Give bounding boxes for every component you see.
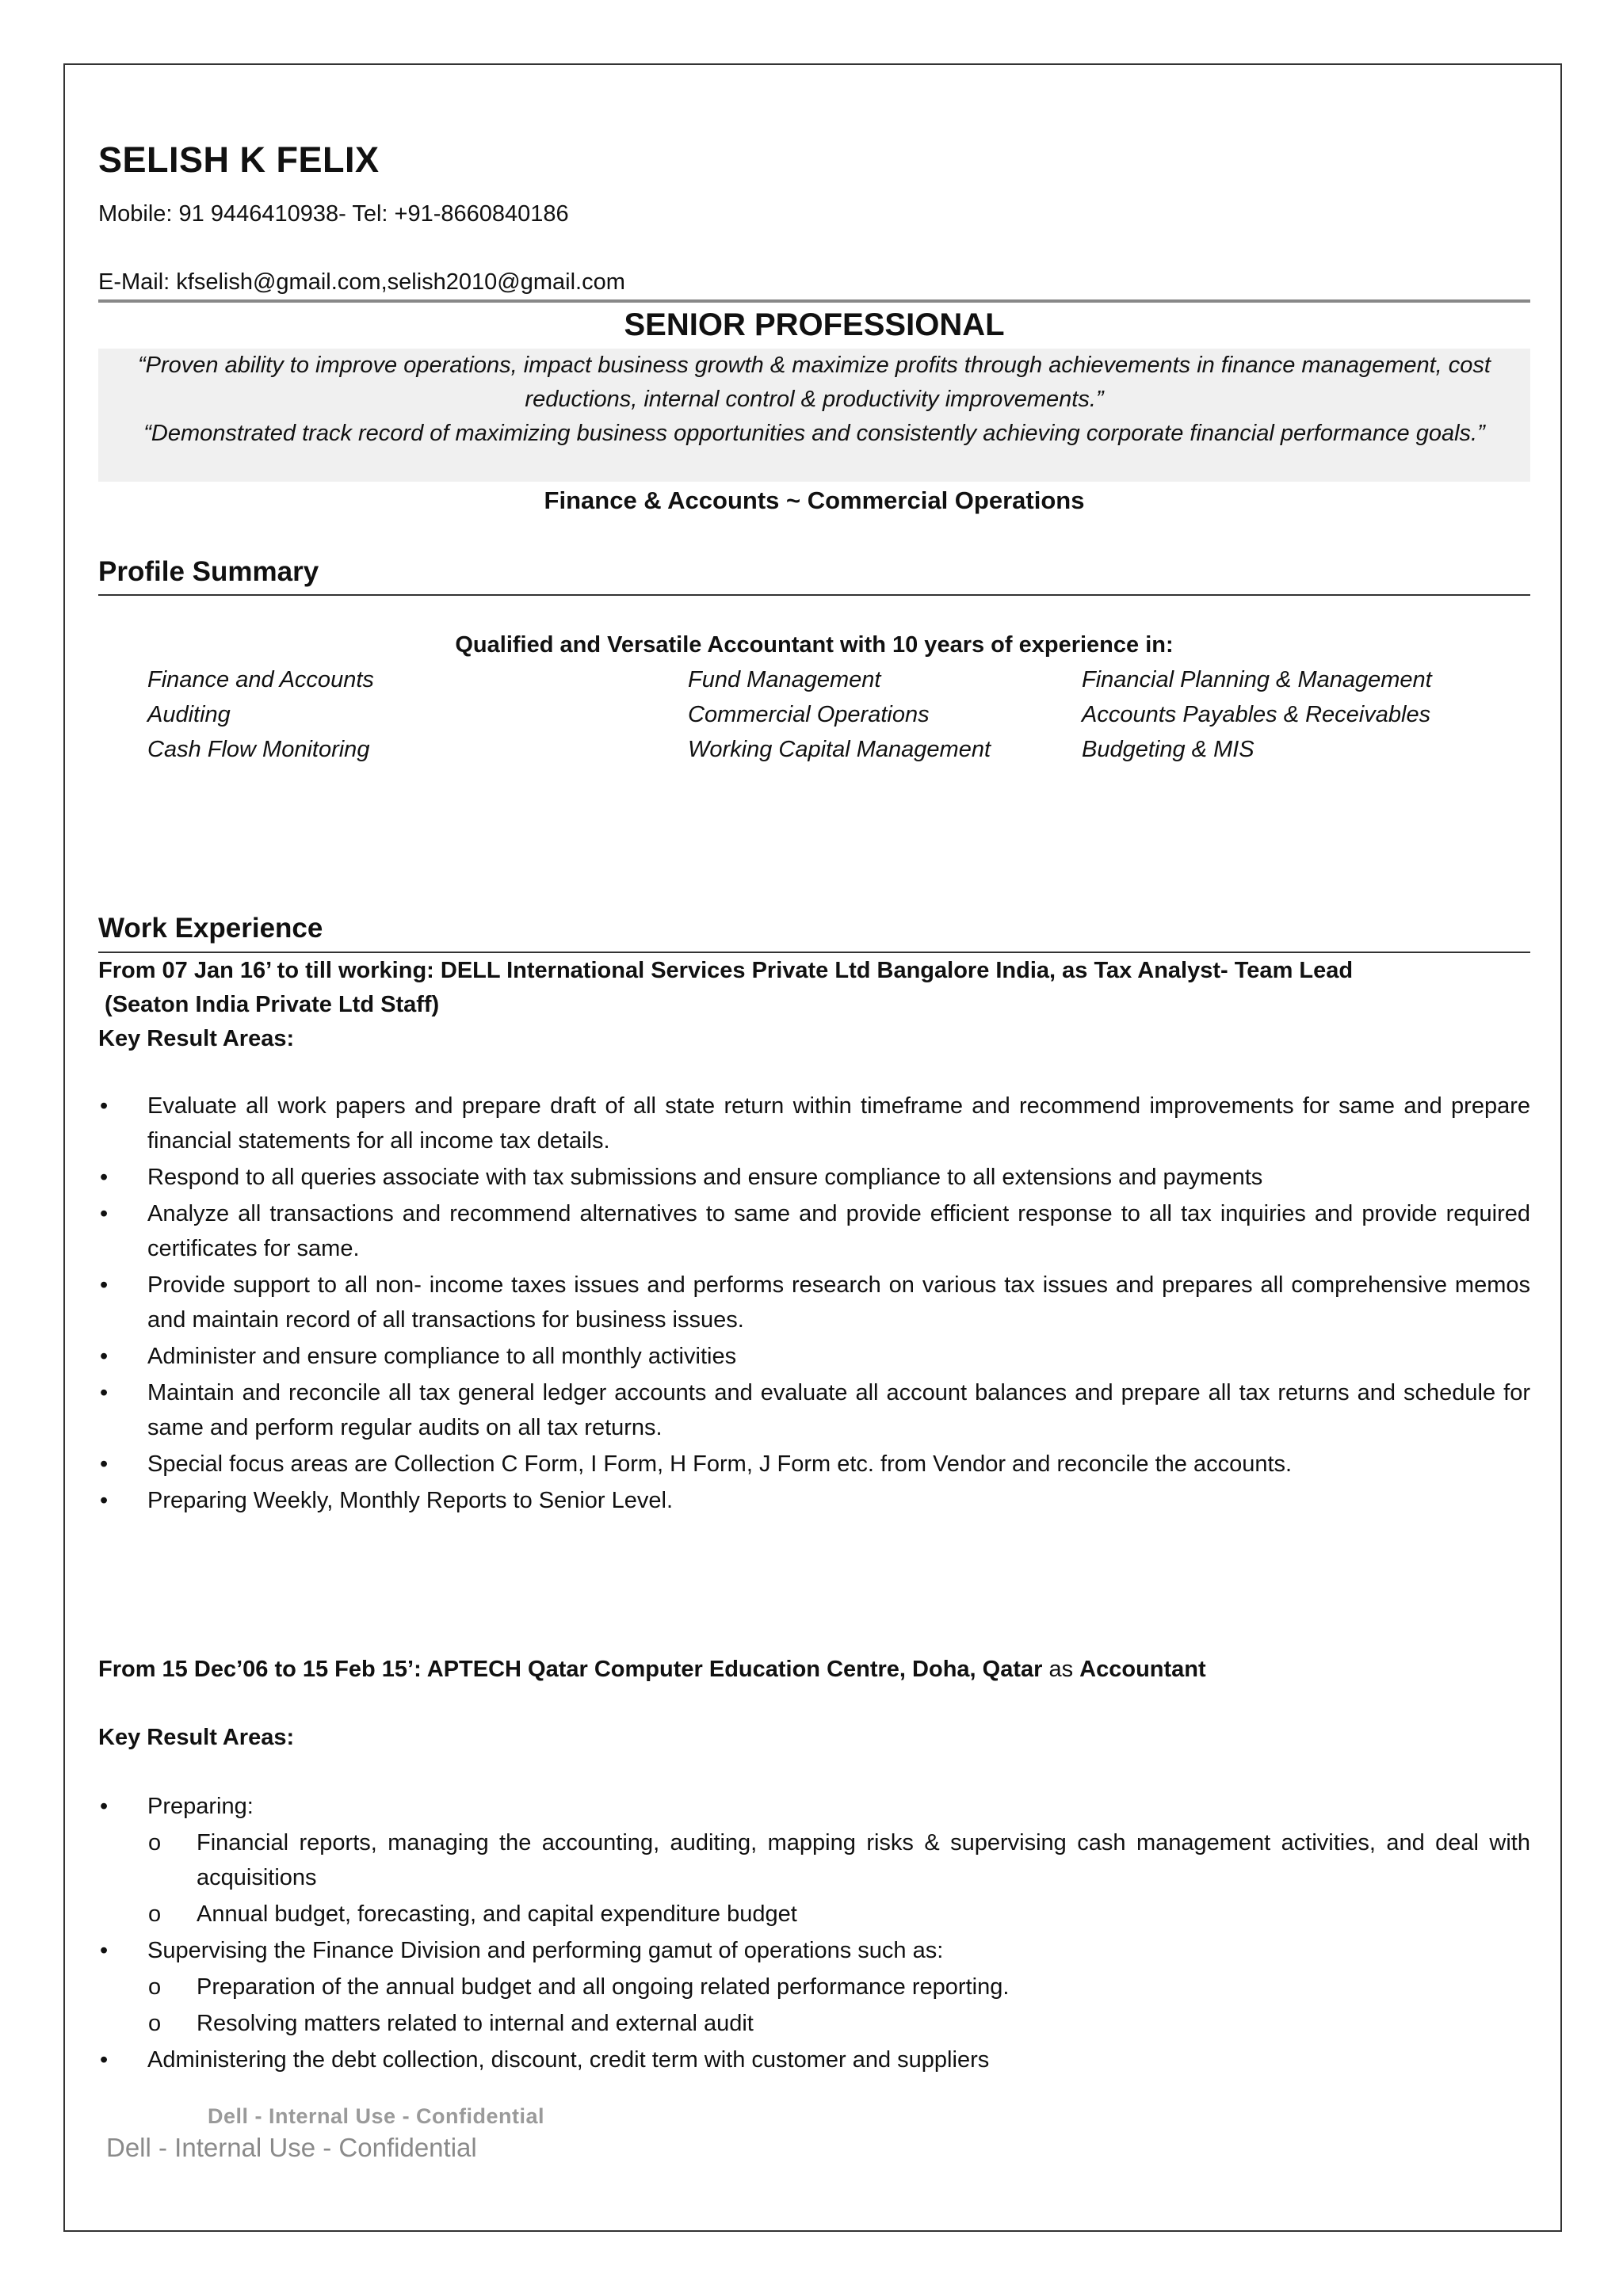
sub-bullet-icon: o <box>148 1974 162 2000</box>
skill-item: Financial Planning & Management <box>1082 667 1432 692</box>
sub-list-item: o Financial reports, managing the accounting, auditing, mapping risks & supervising cash management activities, and deal with acquisitions <box>98 1825 1530 1895</box>
sub-bullet-icon: o <box>148 1830 162 1855</box>
experience-heading: Work Experience <box>98 913 323 944</box>
profile-divider <box>98 594 1530 596</box>
sub-list-item: o Preparation of the annual budget and all ongoing related performance reporting. <box>98 1970 1530 2004</box>
sub-bullet-icon: o <box>148 1901 162 1927</box>
list-item: • Maintain and reconcile all tax general ledger accounts and evaluate all account balances and prepare all tax returns and schedule for same and perform regular audits on all tax returns. <box>98 1375 1530 1445</box>
job2-bullet-list <box>98 1789 1530 2079</box>
summary-quote-box <box>98 349 1530 482</box>
job2-as: as <box>1042 1657 1080 1682</box>
job1-title: From 07 Jan 16’ to till working: DELL International Services Private Ltd Bangalore India, as Tax Analyst- Team Lead <box>98 958 1354 983</box>
list-item: • Evaluate all work papers and prepare draft of all state return within timeframe and recommend improvements for same and prepare financial statements for all income tax details. <box>98 1089 1530 1158</box>
contact-email: E-Mail: kfselish@gmail.com,selish2010@gmail.com <box>98 269 625 295</box>
role-title: SENIOR PROFESSIONAL <box>624 307 1005 342</box>
sub-bullet-icon: o <box>148 2011 162 2036</box>
bullet-icon: • <box>100 1794 109 1819</box>
experience-divider <box>98 952 1530 953</box>
sub-list-item: o Resolving matters related to internal and external audit <box>98 2006 1530 2041</box>
job2-header <box>98 1653 1206 1687</box>
job1-kra-label: Key Result Areas: <box>98 1026 295 1051</box>
skill-item: Finance and Accounts <box>147 667 374 692</box>
job1-employer-note: (Seaton India Private Ltd Staff) <box>98 992 440 1017</box>
bullet-icon: • <box>100 1093 109 1119</box>
list-item: • Preparing Weekly, Monthly Reports to Senior Level. <box>98 1483 1530 1518</box>
bullet-icon: • <box>100 1165 109 1190</box>
job2-kra-label: Key Result Areas: <box>98 1725 295 1750</box>
contact-phone: Mobile: 91 9446410938- Tel: +91-8660840186 <box>98 201 569 227</box>
skill-item: Commercial Operations <box>688 702 930 727</box>
list-item: • Preparing: <box>98 1789 1530 1824</box>
bullet-icon: • <box>100 1488 109 1513</box>
profile-intro: Qualified and Versatile Accountant with 10 years of experience in: <box>455 632 1174 658</box>
candidate-name: SELISH K FELIX <box>98 139 380 180</box>
bullet-icon: • <box>100 1272 109 1298</box>
list-item: • Provide support to all non- income taxes issues and performs research on various tax issues and prepares all comprehensive memos and maintain record of all transactions for business issues. <box>98 1268 1530 1337</box>
profile-heading: Profile Summary <box>98 556 319 587</box>
summary-quote-2: “Demonstrated track record of maximizing business opportunities and consistently achieving corporate financial performance goals.” <box>143 421 1485 446</box>
list-item: • Analyze all transactions and recommend alternatives to same and provide efficient response to all tax inquiries and provide required certificates for same. <box>98 1196 1530 1266</box>
skill-item: Fund Management <box>688 667 881 692</box>
sub-list-item: o Annual budget, forecasting, and capital expenditure budget <box>98 1897 1530 1932</box>
confidential-watermark: Dell - Internal Use - Confidential <box>106 2133 477 2162</box>
list-item: • Administering the debt collection, discount, credit term with customer and suppliers <box>98 2042 1530 2077</box>
list-item: • Special focus areas are Collection C Form, I Form, H Form, J Form etc. from Vendor and reconcile the accounts. <box>98 1447 1530 1482</box>
summary-quote-1: “Proven ability to improve operations, impact business growth & maximize profits through achievements in finance management, cost reductions, internal control & productivity improvements.” <box>138 353 1491 412</box>
skill-item: Cash Flow Monitoring <box>147 737 370 762</box>
bullet-icon: • <box>100 1344 109 1369</box>
skill-item: Auditing <box>147 702 231 727</box>
job2-period: From 15 Dec’06 to 15 Feb 15’: APTECH Qatar Computer Education Centre, Doha, Qatar <box>98 1657 1043 1682</box>
list-item: • Respond to all queries associate with tax submissions and ensure compliance to all extensions and payments <box>98 1160 1530 1195</box>
bullet-icon: • <box>100 1201 109 1226</box>
job2-role: Accountant <box>1079 1657 1206 1682</box>
skill-item: Budgeting & MIS <box>1082 737 1254 762</box>
list-item: • Supervising the Finance Division and performing gamut of operations such as: <box>98 1933 1530 1968</box>
skill-item: Working Capital Management <box>688 737 991 762</box>
bullet-icon: • <box>100 2047 109 2073</box>
header-divider <box>98 299 1530 303</box>
list-item: • Administer and ensure compliance to all monthly activities <box>98 1339 1530 1374</box>
confidential-watermark-small: Dell - Internal Use - Confidential <box>208 2104 545 2128</box>
role-subtitle: Finance & Accounts ~ Commercial Operations <box>544 486 1085 514</box>
skill-item: Accounts Payables & Receivables <box>1082 702 1431 727</box>
job1-header <box>98 954 1353 1056</box>
bullet-icon: • <box>100 1938 109 1963</box>
job1-bullet-list <box>98 1089 1530 1520</box>
bullet-icon: • <box>100 1380 109 1405</box>
bullet-icon: • <box>100 1451 109 1477</box>
